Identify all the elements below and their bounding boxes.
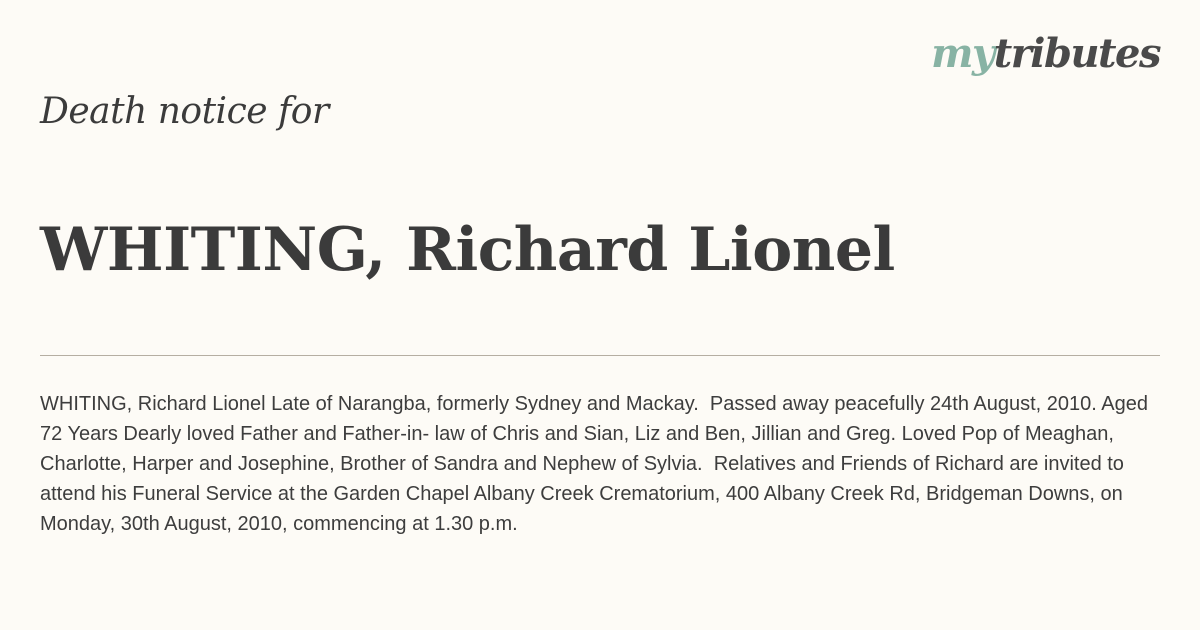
deceased-name: WHITING, Richard Lionel <box>40 215 895 285</box>
notice-heading: Death notice for <box>40 91 329 132</box>
section-divider <box>40 355 1160 356</box>
mytributes-logo[interactable] <box>931 30 1160 77</box>
logo-tributes: tributes <box>993 30 1160 77</box>
logo-my: my <box>931 30 994 77</box>
notice-body: WHITING, Richard Lionel Late of Narangba, formerly Sydney and Mackay. Passed away peacefully 24th August, 2010. Aged 72 Years Dearly loved Father and Father-in- law of Chris and Sian, Liz and Ben, Jillian and Greg. Loved Pop of Meaghan, Charlotte, Harper and Josephine, Brother of Sandra and Nephew of Sylvia. Relatives and Friends of Richard are invited to attend his Funeral Service at the Garden Chapel Albany Creek Crematorium, 400 Albany Creek Rd, Bridgeman Downs, on Monday, 30th August, 2010, commencing at 1.30 p.m. <box>40 393 1154 535</box>
